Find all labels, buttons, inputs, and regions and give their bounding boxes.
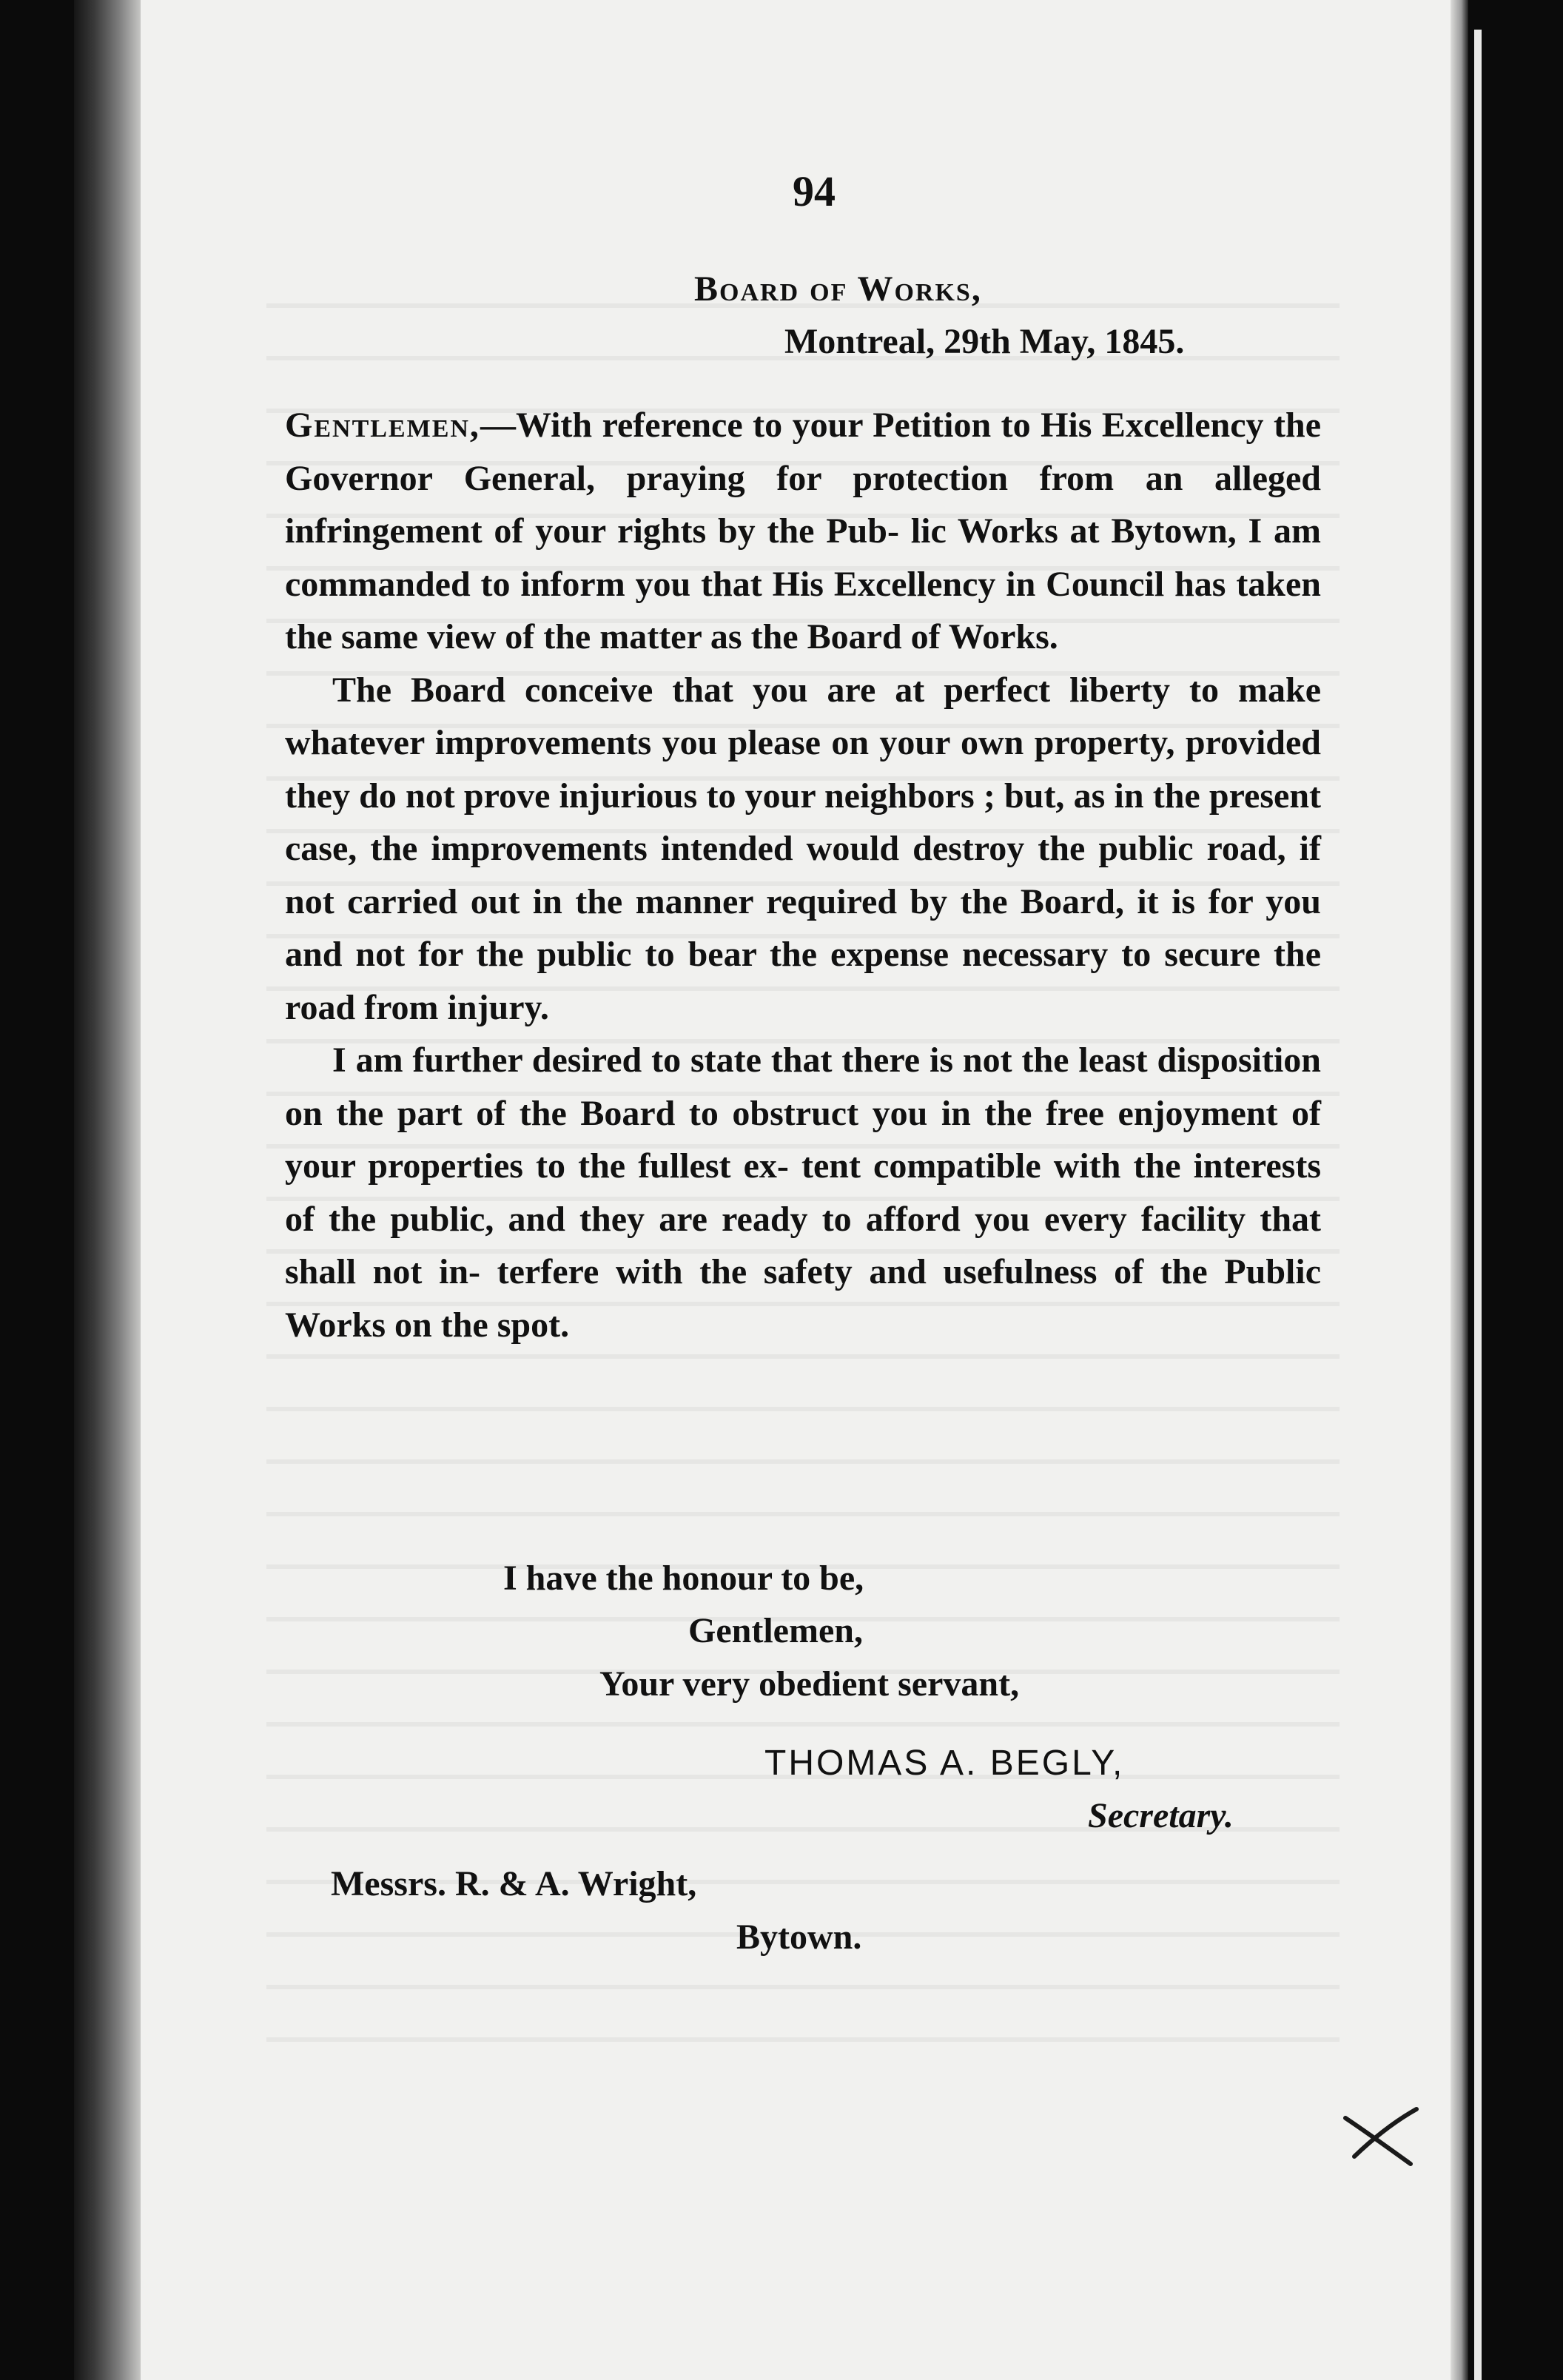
letter-date-line: Montreal, 29th May, 1845. — [784, 322, 1185, 361]
signature-title: Secretary. — [1088, 1796, 1234, 1835]
closing-line-1: I have the honour to be, — [503, 1559, 864, 1598]
letter-heading: Board of Works, — [694, 269, 982, 309]
closing-line-3: Your very obedient servant, — [599, 1664, 1020, 1704]
paragraph-1 — [285, 399, 1321, 664]
paragraph-1-text: —With reference to your Petition to His Excellency the Governor General, praying for protection from an alleged infringement of your rights by the Pub- lic Works at Bytown, I am commanded to inform you that His Excellency in Council has taken the same view of the matter as the Board of Works. — [285, 406, 1321, 656]
paragraph-2: The Board conceive that you are at perfect liberty to make whatever improvements you please on your own property, provided they do not prove injurious to your neighbors ; but, as in the present case, the improvements intended would destroy the public road, if not carried out in the manner required by the Board, it is for you and not for the public to bear the expense necessary to secure the road from injury. — [285, 670, 1321, 1027]
letter-body — [285, 399, 1321, 1351]
pencil-x-mark — [1340, 2102, 1421, 2168]
salutation: Gentlemen, — [285, 406, 480, 445]
page-right-edge — [1451, 0, 1468, 2380]
signature-name: THOMAS A. BEGLY, — [764, 1744, 1125, 1783]
addressee-line-1: Messrs. R. & A. Wright, — [331, 1864, 697, 1903]
paragraph-3: I am further desired to state that there is not the least disposition on the part of the Board to obstruct you in the free enjoyment of your properties to the fullest ex- tent compatible with the interests of the public, and they are ready to afford you every facility that shall not in- terfere with the safety and usefulness of the Public Works on the spot. — [285, 1041, 1321, 1345]
closing-line-2: Gentlemen, — [688, 1611, 863, 1650]
addressee-line-2: Bytown. — [736, 1917, 862, 1957]
page-number: 94 — [793, 167, 836, 215]
next-page-edge — [1474, 30, 1482, 2380]
